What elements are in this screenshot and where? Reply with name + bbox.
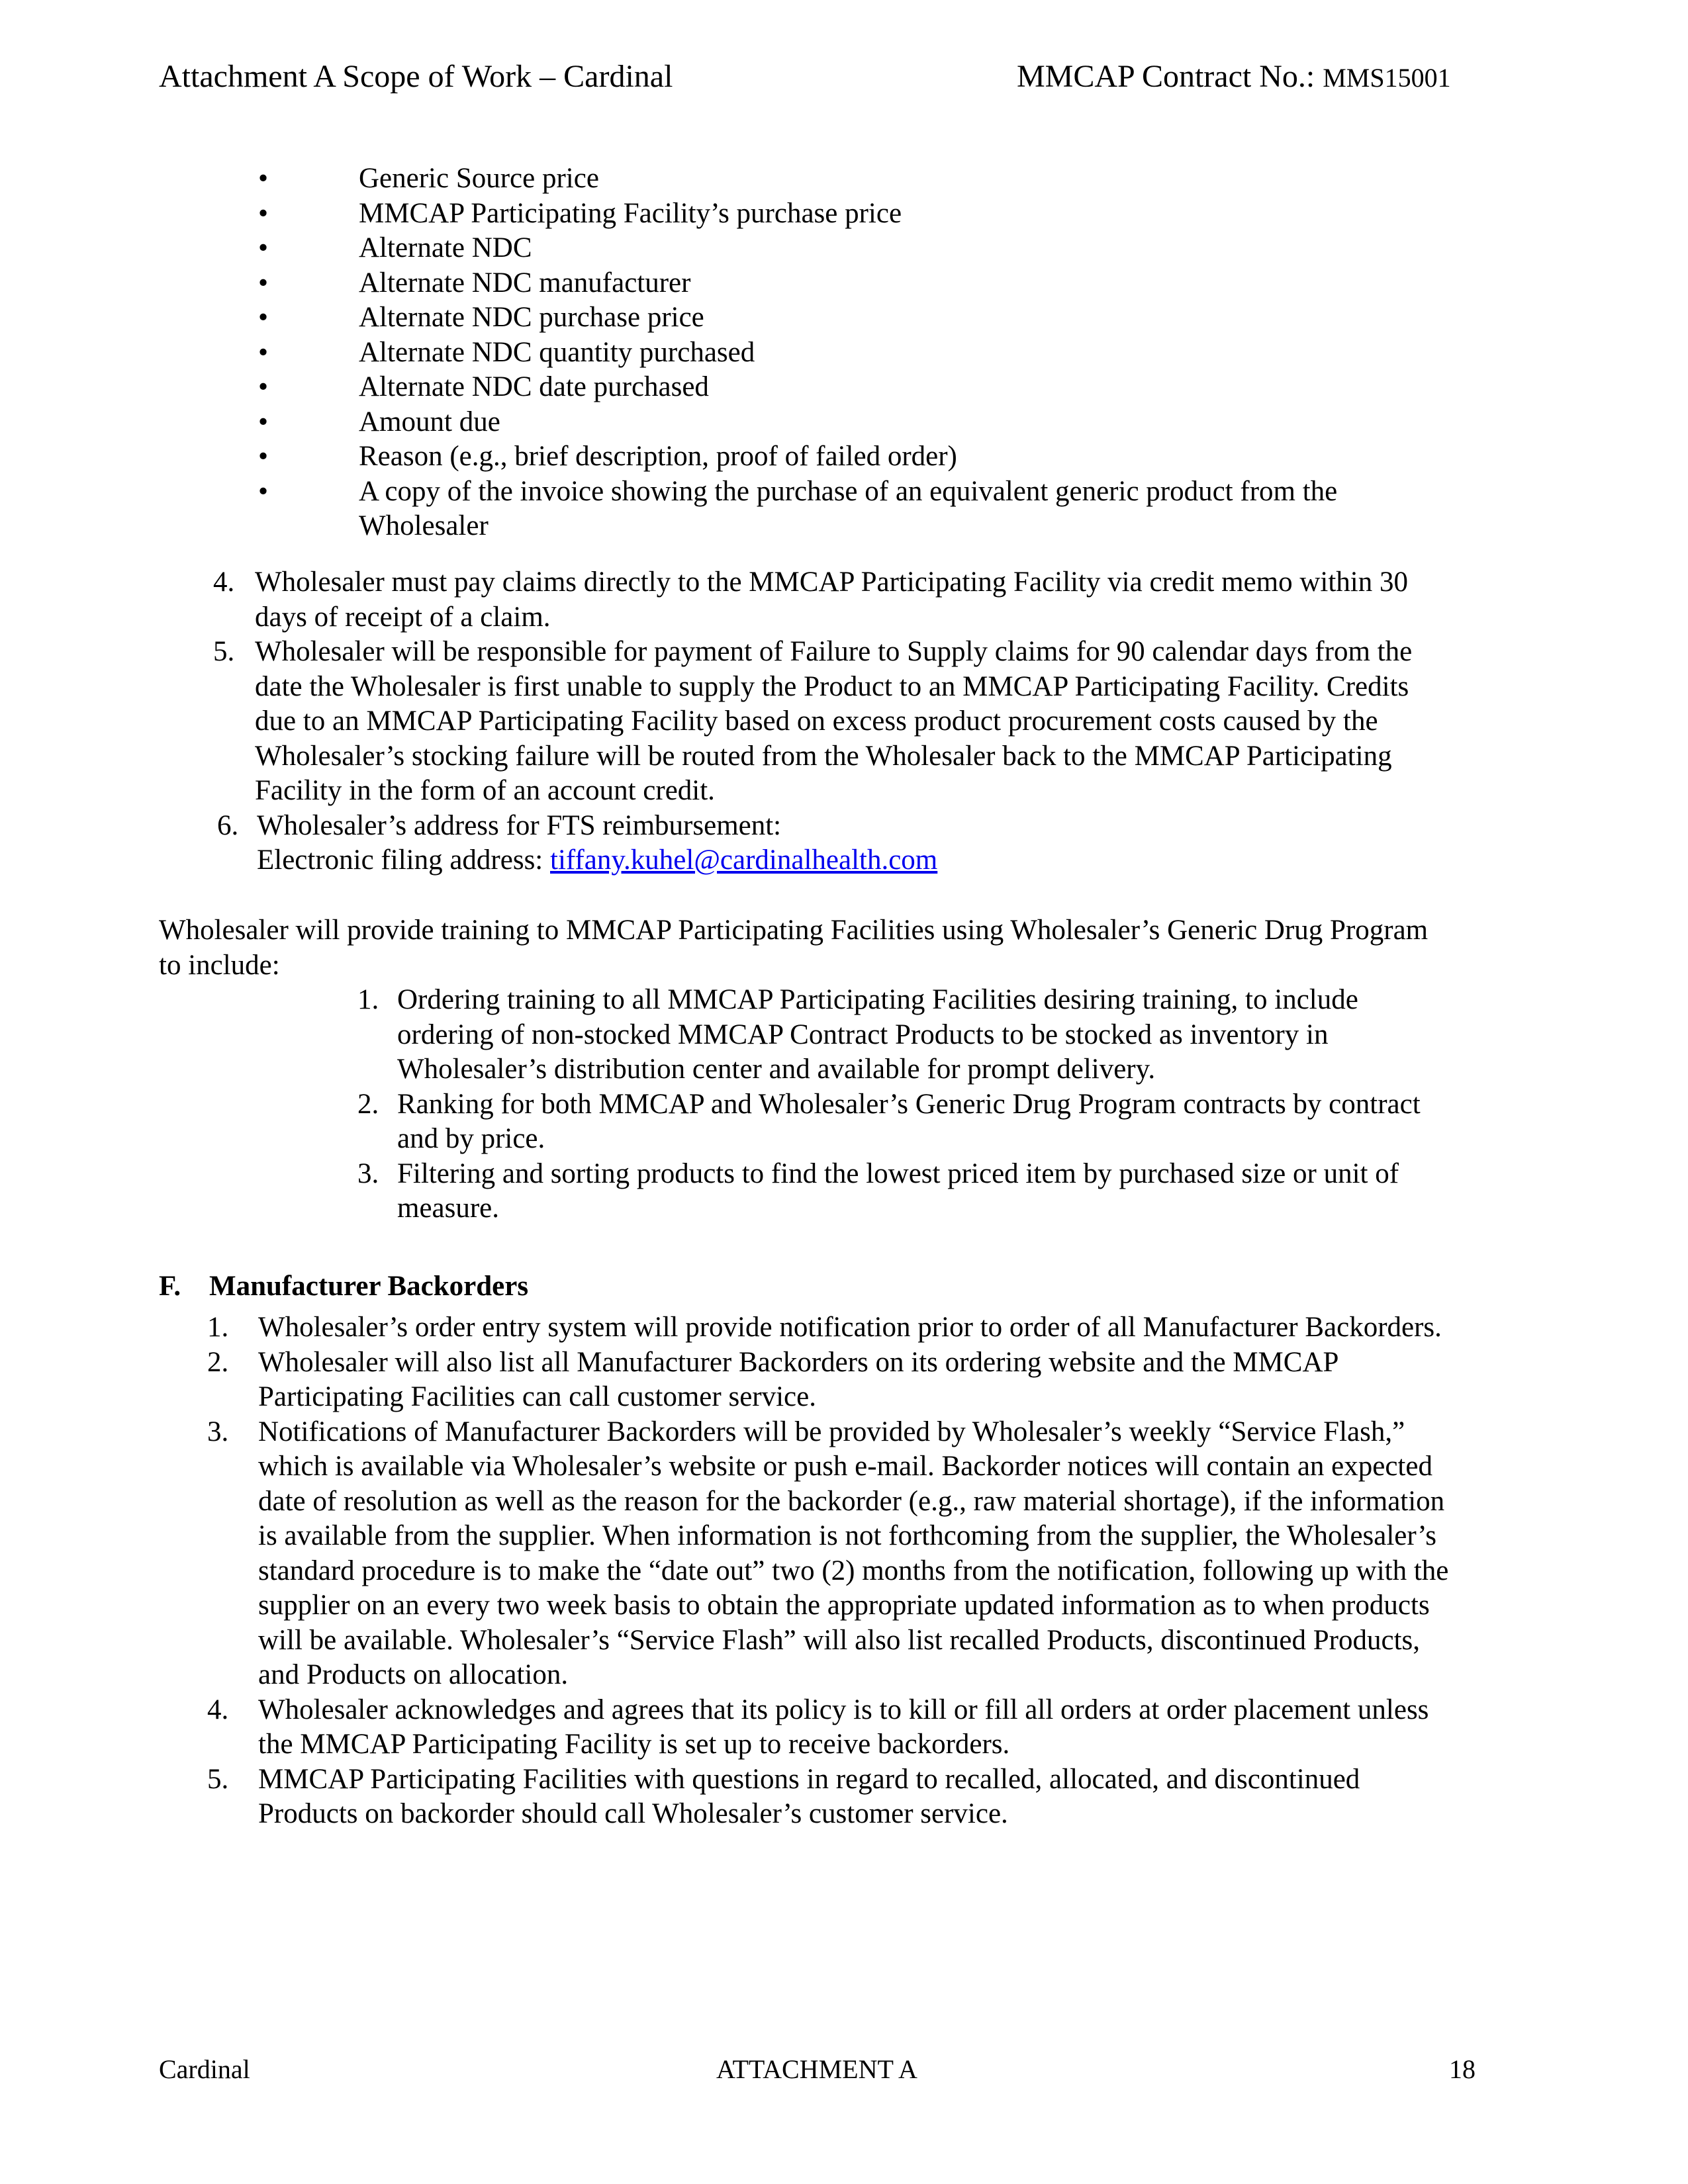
header-contract xyxy=(1017,58,1451,97)
list-item: • MMCAP Participating Facility’s purchase price xyxy=(258,197,1516,232)
list-item: • Amount due xyxy=(258,405,1516,440)
header-title: Attachment A Scope of Work – Cardinal xyxy=(159,59,673,94)
bullet-icon: • xyxy=(258,371,269,402)
claim-fields-list xyxy=(258,161,1516,544)
footer-center: ATTACHMENT A xyxy=(716,2054,917,2084)
list-item: • Reason (e.g., brief description, proof of failed order) xyxy=(258,439,1516,475)
bullet-icon: • xyxy=(258,475,269,507)
list-item: • Alternate NDC manufacturer xyxy=(258,266,1516,301)
bullet-icon: • xyxy=(258,441,269,472)
section-title: Manufacturer Backorders xyxy=(209,1271,529,1302)
list-item: • Alternate NDC purchase price xyxy=(258,300,1516,336)
list-item: 4. Wholesaler must pay claims directly to the MMCAP Participating Facility via credit memo within 30 days of receipt of a claim. xyxy=(213,567,1408,633)
list-item: • Generic Source price xyxy=(258,161,1516,197)
bullet-icon: • xyxy=(258,302,269,333)
bullet-icon: • xyxy=(258,232,269,263)
contract-number: MMS15001 xyxy=(1323,63,1451,93)
electronic-filing-address: Electronic filing address: tiffany.kuhel@cardinalhealth.com xyxy=(257,844,938,876)
backorder-list xyxy=(207,1310,1531,1832)
footer-left: Cardinal xyxy=(159,2054,250,2084)
list-item: 5. Wholesaler will be responsible for payment of Failure to Supply claims for 90 calendar days from the date the Wholesaler is first unable to supply the Product to an MMCAP Participating Facility. Credits due to an MMCAP Participating Facility based on excess product procurement costs caused by the Wholesaler’s stocking failure will be routed from the Wholesaler back to the MMCAP Participating Facility in the form of an account credit. xyxy=(213,636,1413,806)
list-item: 4. Wholesaler acknowledges and agrees that its policy is to kill or fill all orders at order placement unless the MMCAP Participating Facility is set up to receive backorders. xyxy=(207,1694,1429,1760)
list-item: • Alternate NDC quantity purchased xyxy=(258,336,1516,371)
bullet-icon: • xyxy=(258,267,269,298)
contract-label: MMCAP Contract No.: xyxy=(1017,59,1323,94)
list-item: 2. Wholesaler will also list all Manufacturer Backorders on its ordering website and the MMCAP Participating Facilities can call customer service. xyxy=(207,1346,1339,1412)
bullet-icon: • xyxy=(258,163,269,194)
list-item: 3. Notifications of Manufacturer Backorders will be provided by Wholesaler’s weekly “Service Flash,” which is available via Wholesaler’s website or push e-mail. Backorder notices will contain an expected date of resolution as well as the reason for the backorder (e.g., raw material shortage), if the information is available from the supplier. When information is not forthcoming from the supplier, the Wholesaler’s standard procedure is to make the “date out” two (2) months from the notification, following up with the supplier on an every two week basis to obtain the appropriate updated information as to when products will be available. Wholesaler’s “Service Flash” will also list recalled Products, discontinued Products, and Products on allocation. xyxy=(207,1416,1449,1690)
page-number: 18 xyxy=(1449,2054,1476,2084)
training-intro: Wholesaler will provide training to MMCAP Participating Facilities using Wholesaler’s Generic Drug Program to include: xyxy=(159,915,1429,981)
list-item: 1. Ordering training to all MMCAP Participating Facilities desiring training, to include ordering of non-stocked MMCAP Contract Products to be stocked as inventory in Wholesaler’s distribution center and available for prompt delivery. xyxy=(357,984,1358,1085)
list-item: 5. MMCAP Participating Facilities with questions in regard to recalled, allocated, and discontinued Products on backorder should call Wholesaler’s customer service. xyxy=(207,1763,1360,1829)
list-item: 3. Filtering and sorting products to find the lowest priced item by purchased size or unit of measure. xyxy=(357,1158,1399,1224)
bullet-icon: • xyxy=(258,197,269,229)
list-item: 1. Wholesaler’s order entry system will provide notification prior to order of all Manufacturer Backorders. xyxy=(207,1312,1442,1343)
bullet-icon: • xyxy=(258,406,269,437)
section-letter: F. xyxy=(159,1271,181,1302)
fts-list xyxy=(213,565,1570,878)
training-list xyxy=(357,983,1549,1226)
email-link[interactable]: tiffany.kuhel@cardinalhealth.com xyxy=(550,844,938,876)
list-item: 6. Wholesaler’s address for FTS reimbursement: Electronic filing address: tiffany.kuhel@cardinalhealth.com xyxy=(213,809,1570,878)
list-item: 2. Ranking for both MMCAP and Wholesaler’s Generic Drug Program contracts by contract and by price. xyxy=(357,1088,1421,1154)
list-item: • Alternate NDC xyxy=(258,231,1516,266)
list-item: • Alternate NDC date purchased xyxy=(258,370,1516,405)
section-heading xyxy=(159,1269,528,1304)
bullet-icon: • xyxy=(258,336,269,368)
list-item: • A copy of the invoice showing the purchase of an equivalent generic product from the Wholesaler xyxy=(258,475,1338,541)
